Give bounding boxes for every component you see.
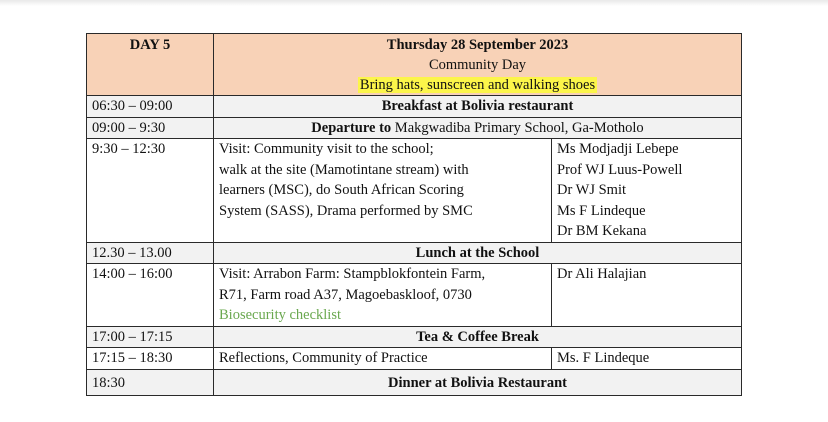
time-cell: 12.30 – 13.00 <box>87 242 214 264</box>
highlighted-note: Bring hats, sunscreen and walking shoes <box>359 77 596 93</box>
time-cell: 09:00 – 9:30 <box>87 117 214 139</box>
activity-cell <box>214 117 742 139</box>
time-cell: 17:00 – 17:15 <box>87 326 214 348</box>
people-cell <box>552 139 742 243</box>
activity-line: System (SASS), Drama performed by SMC <box>219 202 473 219</box>
activity-cell: Breakfast at Bolivia restaurant <box>214 96 742 118</box>
schedule-table <box>86 33 742 396</box>
date-text: Thursday 28 September 2023 <box>386 37 569 53</box>
theme-text: Community Day <box>428 57 527 73</box>
person-name: Ms Modjadji Lebepe <box>557 141 679 157</box>
activity-line: Visit: Community visit to the school; <box>219 141 434 157</box>
activity-cell: Dinner at Bolivia Restaurant <box>214 369 742 396</box>
person-name: Dr WJ Smit <box>557 182 627 198</box>
table-row <box>87 242 742 264</box>
activity-line: walk at the site (Mamotintane stream) with <box>219 161 469 178</box>
activity-line: Visit: Arrabon Farm: Stampblokfontein Farm, <box>219 266 486 282</box>
people-cell <box>552 348 742 370</box>
person-name: Ms F Lindeque <box>557 202 646 219</box>
header-row <box>87 34 742 96</box>
people-cell <box>552 264 742 327</box>
person-name: Prof WJ Luus-Powell <box>557 161 683 178</box>
biosecurity-checklist-link[interactable]: Biosecurity checklist <box>219 307 342 323</box>
person-name: Ms. F Lindeque <box>557 350 650 366</box>
top-shadow <box>0 0 828 6</box>
activity-line: R71, Farm road A37, Magoebaskloof, 0730 <box>219 286 472 303</box>
departure-destination: Makgwadiba Primary School, Ga-Motholo <box>391 119 644 136</box>
table-row <box>87 96 742 118</box>
departure-label: Departure to <box>311 119 392 136</box>
activity-cell <box>214 264 552 327</box>
time-cell: 14:00 – 16:00 <box>87 264 214 327</box>
table-row <box>87 326 742 348</box>
note-line <box>219 75 736 95</box>
activity-cell: Lunch at the School <box>214 242 742 264</box>
activity-cell: Tea & Coffee Break <box>214 326 742 348</box>
day-cell: DAY 5 <box>87 34 214 96</box>
time-cell: 17:15 – 18:30 <box>87 348 214 370</box>
person-name: Dr Ali Halajian <box>557 266 647 282</box>
table-row <box>87 369 742 396</box>
table-row <box>87 264 742 327</box>
activity-line: learners (MSC), do South African Scoring <box>219 182 464 198</box>
time-cell: 06:30 – 09:00 <box>87 96 214 118</box>
activity-cell <box>214 139 552 243</box>
time-cell: 18:30 <box>87 369 214 396</box>
time-cell: 9:30 – 12:30 <box>87 139 214 243</box>
table-row <box>87 139 742 243</box>
table-row <box>87 348 742 370</box>
table-row <box>87 117 742 139</box>
day-info-cell <box>214 34 742 96</box>
person-name: Dr BM Kekana <box>557 223 647 239</box>
activity-cell: Reflections, Community of Practice <box>214 348 552 370</box>
